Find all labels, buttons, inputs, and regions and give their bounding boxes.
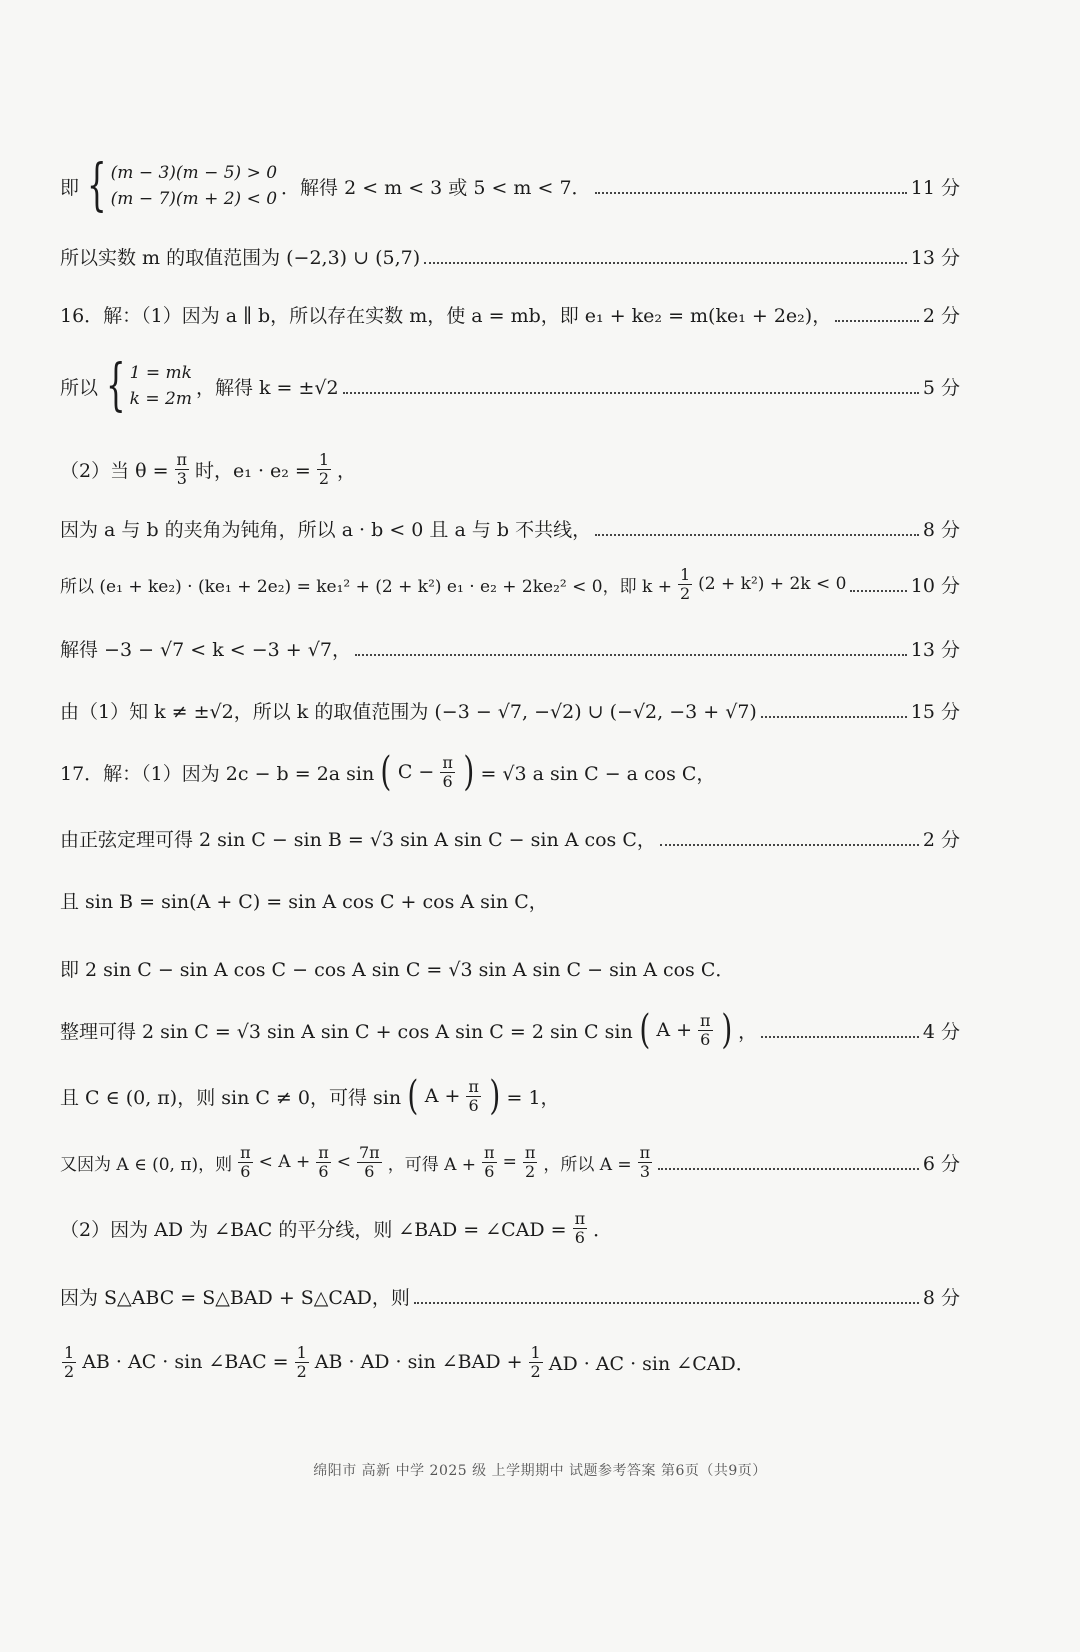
line-text: 所以实数 m 的取值范围为 (−2,3) ∪ (5,7)	[60, 246, 421, 269]
line-text: A +	[424, 1085, 461, 1107]
line-text: AB · AD · sin ∠BAD +	[314, 1351, 523, 1373]
line-text: ，	[738, 1020, 758, 1043]
dot-leader	[424, 262, 907, 264]
line-prefix: 所以	[60, 376, 99, 399]
system-row: (m − 3)(m − 5) > 0	[110, 163, 278, 183]
score-label: 2 分	[922, 304, 960, 327]
line-text: （2）因为 AD 为 ∠BAC 的平分线，则 ∠BAD = ∠CAD =	[60, 1218, 567, 1241]
line-text: = √3 a sin C − a cos C，	[480, 762, 716, 785]
dot-leader	[660, 844, 919, 846]
solution-line-16-obtuse	[60, 504, 960, 552]
fraction: $\frac{1}{2}$	[318, 450, 330, 488]
solution-line-16-dot-product	[60, 560, 960, 608]
solution-line-15-conclusion	[60, 158, 960, 214]
line-text: < A +	[258, 1152, 311, 1172]
solution-line-15-range	[60, 232, 960, 280]
line-text: ，可得 A +	[387, 1154, 477, 1175]
line-text: 且 C ∈ (0, π)，则 sin C ≠ 0，可得 sin	[60, 1086, 402, 1109]
solution-line-17-sinC: 且 C ∈ (0, π)，则 sin C ≠ 0，可得 sin ( A + $\frac{\pi}{6}$ ) = 1，	[60, 1076, 560, 1116]
line-text: 17．解：（1）因为 2c − b = 2a sin	[60, 762, 375, 785]
fraction: $\frac{\pi}{6}$	[240, 1143, 251, 1181]
fraction: $\frac{\pi}{6}$	[442, 752, 453, 791]
dot-leader	[595, 192, 907, 194]
fraction: $\frac{\pi}{6}$	[468, 1076, 479, 1115]
score-label: 8 分	[922, 518, 960, 541]
line-text: 16．解：（1）因为 a ∥ b，所以存在实数 m，使 a = mb，即 e₁ + ke₂ = m(ke₁ + 2e₂)，	[60, 304, 832, 327]
line-text: 时，e₁ · e₂ =	[195, 459, 311, 482]
line-text: C −	[397, 761, 435, 783]
score-label: 15 分	[910, 700, 960, 723]
solution-line-17-part2	[60, 1204, 960, 1252]
line-text: ．	[593, 1218, 613, 1241]
score-label: 11 分	[910, 176, 960, 199]
line-text: 又因为 A ∈ (0, π)，则	[60, 1154, 233, 1175]
fraction: $\frac{\pi}{6}$	[700, 1010, 711, 1049]
score-label: 2 分	[922, 828, 960, 851]
solution-line-17-simplify: 整理可得 2 sin C = √3 sin A sin C + cos A sin C = 2 sin C sin ( A + $\frac{\pi}{6}$ ) ， 4 分	[60, 1010, 960, 1050]
fraction: $\frac{1}{2}$	[530, 1343, 541, 1381]
score-label: 5 分	[922, 376, 960, 399]
dot-leader	[355, 654, 907, 656]
fraction: $\frac{\pi}{3}$	[639, 1143, 651, 1181]
line-text: = 1，	[506, 1086, 560, 1109]
line-text: 由正弦定理可得 2 sin C − sin B = √3 sin A sin C − sin A cos C，	[60, 828, 656, 851]
score-label: 13 分	[910, 246, 960, 269]
line-text: ．解得 2 < m < 3 或 5 < m < 7．	[281, 176, 591, 199]
system-row: 1 = mk	[129, 363, 192, 383]
dot-leader	[835, 320, 919, 322]
score-label: 13 分	[910, 638, 960, 661]
solution-line-16-range	[60, 686, 960, 734]
fraction: $\frac{\pi}{2}$	[524, 1143, 536, 1181]
dot-leader	[850, 590, 906, 592]
score-label: 4 分	[922, 1020, 960, 1043]
solution-line-17-sine-law	[60, 814, 960, 862]
fraction: $\frac{\pi}{6}$	[574, 1209, 586, 1247]
line-text: 整理可得 2 sin C = √3 sin A sin C + cos A sin C = 2 sin C sin	[60, 1020, 633, 1043]
dot-leader	[343, 392, 919, 394]
line-prefix: 即	[60, 176, 80, 199]
fraction: $\frac{\pi}{6}$	[484, 1143, 495, 1181]
fraction: $\frac{\pi}{3}$	[176, 450, 188, 488]
line-text: AB · AC · sin ∠BAC =	[82, 1351, 289, 1373]
line-text: ，	[337, 459, 357, 482]
solution-line-17-start: 17．解：（1）因为 2c − b = 2a sin ( C − $\frac{\pi}{6}$ ) = √3 a sin C − a cos C，	[60, 752, 716, 792]
solution-line-17-sinB	[60, 876, 960, 924]
fraction: $\frac{\pi}{6}$	[318, 1143, 329, 1181]
dot-leader	[658, 1168, 919, 1170]
page-footer: 绵阳市 高新 中学 2025 级 上学期期中 试题参考答案 第6页（共9页）	[313, 1463, 767, 1479]
line-text: A +	[656, 1019, 692, 1041]
line-text: (2 + k²) + 2k < 0	[698, 574, 847, 594]
dot-leader	[761, 1036, 919, 1038]
inequality-system: { (m − 3)(m − 5) > 0 (m − 7)(m + 2) < 0	[87, 158, 278, 214]
line-text: （2）当 θ =	[60, 459, 169, 482]
line-text: 即 2 sin C − sin A cos C − cos A sin C = √3 sin A sin C − sin A cos C．	[60, 958, 735, 981]
line-text: 所以 (e₁ + ke₂) · (ke₁ + 2e₂) = ke₁² + (2 + k²) e₁ · e₂ + 2ke₂² < 0，即 k +	[60, 576, 672, 597]
solution-line-17-angleA	[60, 1138, 960, 1186]
equation-system: { 1 = mk k = 2m	[106, 358, 192, 414]
solution-line-17-area	[60, 1272, 960, 1320]
dot-leader	[761, 716, 907, 718]
fraction: $\frac{7\pi}{6}$	[359, 1143, 380, 1181]
score-label: 8 分	[922, 1286, 960, 1309]
line-text: 因为 a 与 b 的夹角为钝角，所以 a · b < 0 且 a 与 b 不共线，	[60, 518, 592, 541]
line-text: <	[336, 1152, 351, 1172]
dot-leader	[595, 534, 919, 536]
score-label: 10 分	[910, 574, 960, 597]
fraction: $\frac{1}{2}$	[296, 1343, 307, 1381]
system-row: k = 2m	[129, 389, 192, 409]
line-text: =	[502, 1152, 517, 1172]
fraction: $\frac{1}{2}$	[679, 565, 691, 603]
dot-leader	[414, 1302, 919, 1304]
solution-line-16-part1	[60, 290, 960, 338]
solution-line-16-part2	[60, 445, 960, 493]
solution-line-16-solve	[60, 624, 960, 672]
line-text: 且 sin B = sin(A + C) = sin A cos C + cos A sin C，	[60, 890, 548, 913]
score-label: 6 分	[922, 1152, 960, 1175]
solution-line-17-substitute	[60, 944, 960, 992]
solution-line-16-system	[60, 358, 960, 414]
system-row: (m − 7)(m + 2) < 0	[110, 189, 278, 209]
line-text: AD · AC · sin ∠CAD．	[548, 1352, 755, 1375]
solution-line-17-area-formula	[60, 1338, 960, 1386]
line-text: 由（1）知 k ≠ ±√2，所以 k 的取值范围为 (−3 − √7, −√2) ∪ (−√2, −3 + √7)	[60, 700, 757, 723]
line-text: 因为 S△ABC = S△BAD + S△CAD，则	[60, 1286, 410, 1309]
line-text: 解得 −3 − √7 < k < −3 + √7，	[60, 638, 351, 661]
line-text: ，解得 k = ±√2	[195, 376, 339, 399]
fraction: $\frac{1}{2}$	[64, 1343, 75, 1381]
line-text: ，所以 A =	[543, 1154, 632, 1175]
